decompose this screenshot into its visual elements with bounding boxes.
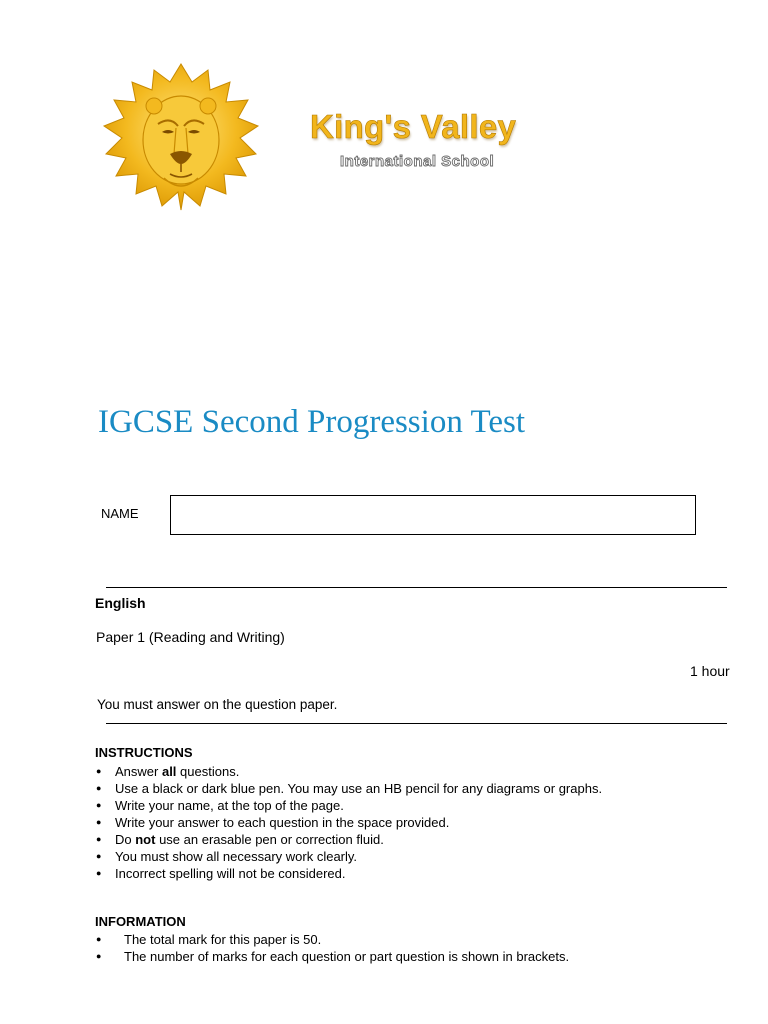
information-list <box>96 931 716 965</box>
subject-heading: English <box>95 595 146 611</box>
information-heading: INFORMATION <box>95 914 186 929</box>
bullet-icon: ● <box>96 851 102 861</box>
instructions-list <box>96 763 716 882</box>
list-item: ● Incorrect spelling will not be considered. <box>96 866 346 881</box>
school-subtitle: International School <box>340 153 495 170</box>
name-label: NAME <box>101 506 139 521</box>
bullet-icon: ● <box>96 783 102 793</box>
divider-bottom <box>106 723 727 724</box>
answer-note: You must answer on the question paper. <box>97 697 338 712</box>
bullet-icon: ● <box>96 834 102 844</box>
lion-head-icon <box>100 62 262 212</box>
page-title: IGCSE Second Progression Test <box>98 404 525 440</box>
list-item: ● Do not use an erasable pen or correction fluid. <box>96 832 384 847</box>
paper-title: Paper 1 (Reading and Writing) <box>96 629 285 645</box>
list-item: ● The total mark for this paper is 50. <box>96 932 322 947</box>
list-item: ● You must show all necessary work clearly. <box>96 849 358 864</box>
name-field[interactable] <box>170 495 696 535</box>
divider-top <box>106 587 727 588</box>
bullet-icon: ● <box>96 766 102 776</box>
bullet-icon: ● <box>96 817 102 827</box>
list-item: ● Use a black or dark blue pen. You may use an HB pencil for any diagrams or graphs. <box>96 781 603 796</box>
list-item: ● Answer all questions. <box>96 764 240 779</box>
school-name: King's Valley <box>310 108 517 145</box>
bullet-icon: ● <box>96 951 102 961</box>
bullet-icon: ● <box>96 934 102 944</box>
list-item: ● The number of marks for each question or part question is shown in brackets. <box>96 949 570 964</box>
instructions-heading: INSTRUCTIONS <box>95 745 193 760</box>
list-item: ● Write your name, at the top of the page. <box>96 798 344 813</box>
list-item: ● Write your answer to each question in the space provided. <box>96 815 450 830</box>
bullet-icon: ● <box>96 800 102 810</box>
duration: 1 hour <box>690 663 730 679</box>
bullet-icon: ● <box>96 868 102 878</box>
